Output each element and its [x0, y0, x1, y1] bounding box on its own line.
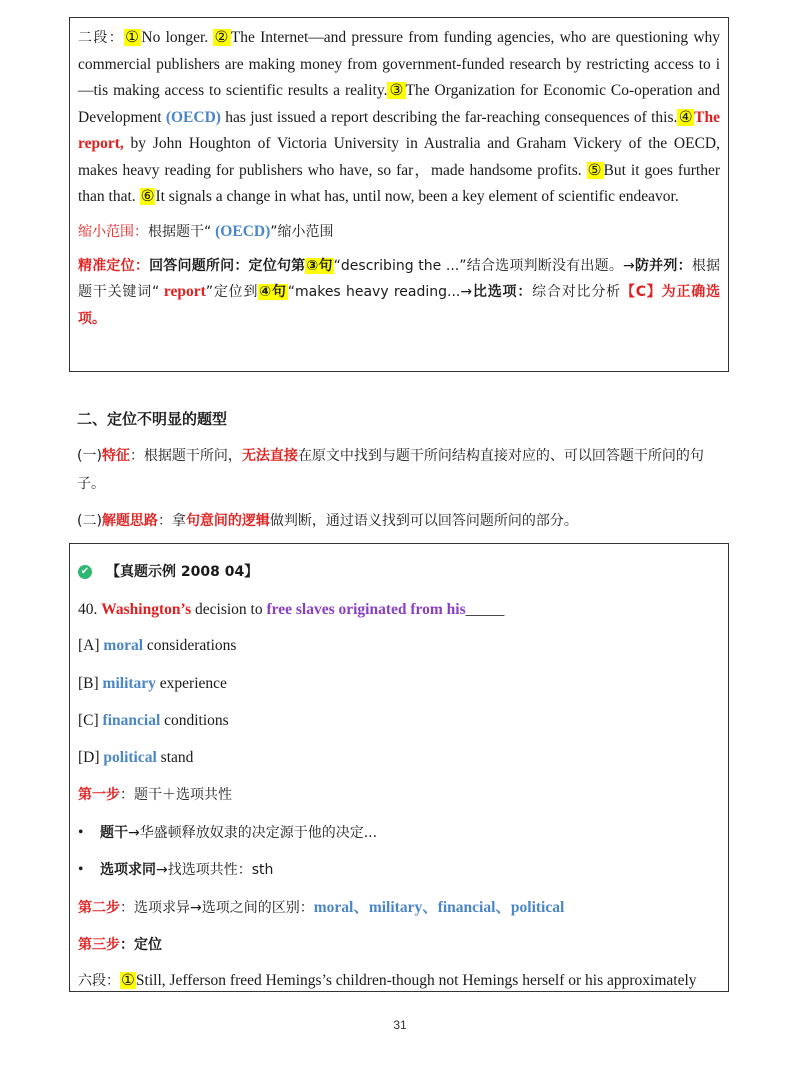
option-keyword: moral: [103, 637, 144, 654]
para-label: 六段：: [78, 973, 120, 989]
option-keyword: military: [102, 675, 156, 692]
option-letter: [B]: [78, 675, 103, 692]
bullet-icon: •: [78, 824, 84, 841]
report-keyword: report: [159, 283, 206, 300]
locate-text: ”定位到: [205, 284, 259, 300]
page-number: 31: [393, 1018, 407, 1032]
analysis-box-1: [69, 17, 729, 372]
narrow-text: 根据题干“: [148, 223, 212, 240]
precise-locate-line: [78, 253, 720, 333]
sentence-marker: ①: [125, 29, 141, 46]
option-letter: [D]: [78, 749, 104, 766]
section-title-text: 二、定位不明显的题型: [77, 410, 228, 428]
option-text: stand: [156, 749, 194, 766]
sentence-5: But it goes further than that.: [78, 161, 720, 205]
option-text: conditions: [160, 712, 229, 729]
feature-text: ：根据题干所问，: [129, 448, 242, 464]
question-key-phrase: free slaves originated from his: [266, 601, 466, 618]
oecd-keyword: (OECD): [165, 108, 221, 126]
option-text: considerations: [143, 637, 237, 654]
section-title: [77, 408, 727, 429]
narrow-text: ”缩小范围: [270, 223, 334, 240]
step-label: 第三步: [78, 937, 120, 953]
feature-label: 特征: [101, 448, 130, 464]
method-text: ：拿: [157, 513, 186, 529]
answer-text: 【C】为正确选项。: [78, 284, 720, 327]
step-text: ：题干＋选项共性: [120, 787, 232, 803]
feature-emphasis: 无法直接: [241, 448, 298, 464]
paragraph-two: [78, 25, 720, 211]
paragraph-six-text: Still, Jefferson freed Hemings’s children-though not Hemings herself or his approximately: [135, 972, 697, 989]
option-keyword: financial: [102, 712, 161, 729]
sentence-marker: ④: [678, 108, 694, 126]
sentence-marker: ③: [388, 82, 405, 99]
locate-text: 根据题干关键词“: [78, 257, 721, 300]
option-differences: moral、military、financial、political: [313, 899, 565, 916]
method-emphasis: 句意间的逻辑: [185, 513, 270, 529]
locate-text: “describing the ...”结合选项判断没有出题。→: [333, 257, 635, 274]
bullet-icon: •: [78, 861, 84, 878]
para-label: 二段：: [78, 30, 125, 46]
option-d: [78, 745, 720, 771]
oecd-keyword: (OECD): [211, 222, 271, 240]
sentence-4: by John Houghton of Victoria University in Australia and Graham Vickery of the OECD, makes heavy reading for publishers who have, so far，made handsome profits.: [78, 135, 720, 179]
feature-prefix: (一): [77, 448, 102, 464]
bullet-label: 选项求同: [100, 862, 156, 878]
locate-text: 综合对比分析: [532, 284, 621, 300]
question-line: [78, 597, 720, 623]
locate-text: 回答问题所问：定位句第: [149, 257, 306, 274]
option-letter: [A]: [78, 637, 104, 654]
step-text: ：选项求异→选项之间的区别：: [120, 900, 314, 916]
sentence-6: It signals a change in what has, until now, been a key element of scientific endeavor.: [155, 188, 679, 205]
option-b: [78, 671, 720, 697]
locate-label: 精准定位：: [78, 257, 150, 274]
step-label: 第一步: [78, 787, 120, 803]
example-box: [69, 543, 729, 992]
feature-paragraph: [77, 442, 727, 498]
option-letter: [C]: [78, 712, 103, 729]
bullet-text: →找选项共性：sth: [156, 862, 274, 878]
bullet-text: →华盛顿释放奴隶的决定源于他的决定...: [128, 825, 378, 841]
question-number: 40.: [78, 601, 102, 618]
step-label: 第二步: [78, 900, 120, 916]
option-keyword: political: [103, 749, 157, 766]
sentence-marker: ①: [121, 972, 135, 989]
step-one: [78, 782, 720, 808]
check-circle-icon: ✔: [78, 565, 92, 579]
sentence-marker: ②: [214, 29, 230, 46]
locate-text: 比选项：: [472, 284, 533, 300]
locate-text: “makes heavy reading...→: [287, 284, 473, 300]
method-label: 解题思路: [101, 513, 158, 529]
bullet-item: [78, 820, 720, 846]
example-title-text: 【真题示例 2008 04】: [106, 564, 259, 580]
sentence-3b: has just issued a report describing the far-reaching consequences of this.: [220, 108, 678, 126]
question-text: decision to: [191, 601, 267, 618]
narrow-label: 缩小范围：: [78, 223, 148, 240]
option-c: [78, 708, 720, 734]
bullet-item: [78, 857, 720, 883]
report-keyword: The report,: [78, 108, 720, 152]
question-subject: Washington’s: [101, 601, 192, 618]
sentence-marker: ④句: [259, 284, 287, 300]
sentence-2: The Internet—and pressure from funding agencies, who are questioning why commercial publishers are making money from government-funded research by restricting access to i —tis making access to scientific results a reality.: [78, 29, 721, 99]
locate-text: 防并列：: [634, 257, 692, 274]
sentence-marker: ③句: [306, 257, 333, 274]
method-prefix: (二): [77, 513, 102, 529]
option-a: [78, 633, 720, 659]
sentence-3a: The Organization for Economic Co-operation and Development: [78, 82, 721, 126]
sentence-1: No longer.: [141, 29, 214, 46]
step-text: ：定位: [120, 937, 162, 953]
step-three: [78, 932, 720, 958]
question-blank: _____: [465, 601, 505, 618]
bullet-label: 题干: [100, 825, 128, 841]
narrow-scope-line: [78, 219, 720, 245]
sentence-marker: ⑥: [140, 188, 155, 205]
feature-text: 在原文中找到与题干所问结构直接对应的、可以回答题干所问的句子。: [77, 448, 704, 492]
option-text: experience: [155, 675, 227, 692]
sentence-marker: ⑤: [587, 161, 603, 179]
paragraph-six-line: [78, 968, 720, 994]
method-text: 做判断，通过语义找到可以回答问题所问的部分。: [269, 513, 578, 529]
example-title: [78, 561, 720, 581]
method-paragraph: [77, 510, 727, 530]
step-two: [78, 895, 720, 921]
